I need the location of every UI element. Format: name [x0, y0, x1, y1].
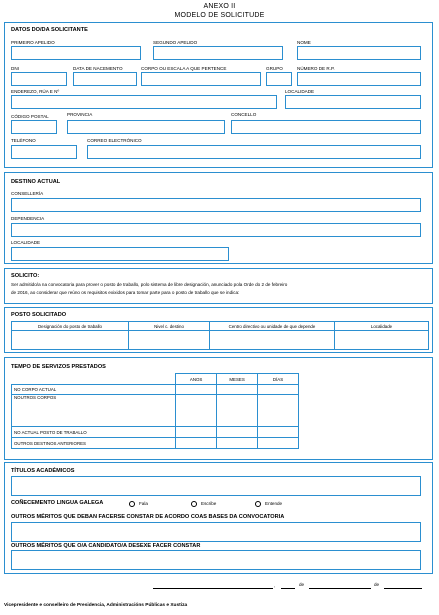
col-localidade: Localidade [335, 322, 429, 331]
escribe-label: Escribe [201, 501, 217, 506]
telefono-field[interactable] [11, 145, 77, 159]
provincia-field[interactable] [67, 120, 225, 134]
request-line-1: Ser admitido/a na convocatoria para prover o posto de traballo, polo sistema de libre designación, anunciado pola Orde do 2 de febreiro [11, 282, 288, 287]
localidade-field[interactable] [285, 95, 421, 109]
applicant-section [4, 22, 433, 168]
grupo-label: GRUPO [266, 66, 283, 71]
codigo-postal-field[interactable] [11, 120, 57, 134]
form-title: MODELO DE SOLICITUDE [174, 12, 265, 19]
dias-cell[interactable] [258, 395, 299, 427]
telefono-label: TELÉFONO [11, 138, 36, 143]
service-section [4, 357, 433, 460]
fala-radio[interactable] [129, 501, 135, 507]
conselleria-field[interactable] [11, 198, 421, 212]
meritos-bases-field[interactable] [11, 522, 421, 542]
entende-label: Entende [265, 501, 283, 506]
concello-label: CONCELLO [231, 112, 257, 117]
meses-cell[interactable] [217, 438, 258, 449]
footer-text: Vicepresidente e conselleiro de Presidencia, Administracións Públicas e Xustiza [4, 603, 188, 608]
localidade-label: LOCALIDADE [285, 89, 315, 94]
concello-field[interactable] [231, 120, 421, 134]
col-centro: Centro directivo ou unidade de que depende [210, 322, 335, 331]
primeiro-apelido-field[interactable] [11, 46, 141, 60]
entende-radio[interactable] [255, 501, 261, 507]
row-corpo-actual: NO CORPO ACTUAL [12, 385, 176, 395]
numero-rp-field[interactable] [297, 72, 421, 86]
corpo-field[interactable] [141, 72, 261, 86]
anos-cell[interactable] [176, 385, 217, 395]
titulos-field[interactable] [11, 476, 421, 496]
corpo-label: CORPO OU ESCALA A QUE PERTENCE [141, 66, 227, 71]
dni-field[interactable] [11, 72, 67, 86]
dias-cell[interactable] [258, 385, 299, 395]
conselleria-label: CONSELLERÍA [11, 191, 44, 196]
nome-field[interactable] [297, 46, 421, 60]
segundo-apelido-field[interactable] [153, 46, 283, 60]
row-actual-posto: NO ACTUAL POSTO DE TRABALLO [12, 427, 176, 438]
applicant-title: DATOS DO/DA SOLICITANTE [11, 27, 88, 33]
request-title: SOLICITO: [11, 273, 40, 279]
grupo-field[interactable] [266, 72, 292, 86]
data-nacemento-label: DATA DE NACEMENTO [73, 66, 123, 71]
place-line[interactable] [153, 588, 273, 589]
correo-label: CORREO ELECTRÓNICO [87, 138, 142, 143]
fala-label: Fala [139, 501, 148, 506]
meses-cell[interactable] [217, 427, 258, 438]
primeiro-apelido-label: PRIMEIRO APELIDO [11, 40, 55, 45]
anos-cell[interactable] [176, 395, 217, 427]
enderezo-field[interactable] [11, 95, 277, 109]
meritos-candidato-title: OUTROS MÉRITOS QUE O/A CANDIDATO/A DESEXE FACER CONSTAR [11, 543, 201, 549]
col-nivel: Nivel c. destino [129, 322, 210, 331]
numero-rp-label: NÚMERO DE R.P. [297, 66, 335, 71]
service-table [11, 373, 299, 449]
lingua-title: COÑECEMENTO LINGUA GALEGA [11, 500, 104, 506]
col-designacion: Designación do posto de traballo [12, 322, 129, 331]
month-line[interactable] [309, 588, 371, 589]
meritos-candidato-field[interactable] [11, 550, 421, 570]
merits-section [4, 462, 433, 574]
row-outros-destinos: OUTROS DESTINOS ANTERIORES [12, 438, 176, 449]
service-title: TEMPO DE SERVIZOS PRESTADOS [11, 364, 106, 370]
position-section [4, 307, 433, 353]
signature-de-1: de [299, 582, 305, 587]
meses-cell[interactable] [217, 395, 258, 427]
segundo-apelido-label: SEGUNDO APELIDO [153, 40, 198, 45]
request-line-2: de 2016, ao considerar que reúno os requisitos exixidos para tomar parte para o posto de traballo que se indica: [11, 290, 240, 295]
col-dias: DÍAS [258, 374, 299, 385]
col-anos: ANOS [176, 374, 217, 385]
meses-cell[interactable] [217, 385, 258, 395]
col-meses: MESES [217, 374, 258, 385]
destination-localidade-field[interactable] [11, 247, 229, 261]
provincia-label: PROVINCIA [67, 112, 93, 117]
row-noutros-corpos: NOUTROS CORPOS [12, 395, 176, 427]
destination-localidade-label: LOCALIDADE [11, 240, 41, 245]
day-line[interactable] [281, 588, 295, 589]
designacion-cell[interactable] [12, 331, 129, 350]
nivel-cell[interactable] [129, 331, 210, 350]
dias-cell[interactable] [258, 427, 299, 438]
enderezo-label: ENDEREZO, RÚA E Nº [11, 89, 60, 94]
meritos-bases-title: OUTROS MÉRITOS QUE DEBAN FACERSE CONSTAR DE ACORDO COAS BASES DA CONVOCATORIA [11, 514, 285, 520]
codigo-postal-label: CÓDIGO POSTAL [11, 114, 49, 119]
dependencia-label: DEPENDENCIA [11, 216, 45, 221]
centro-cell[interactable] [210, 331, 335, 350]
dias-cell[interactable] [258, 438, 299, 449]
dni-label: DNI [11, 66, 19, 71]
destination-section [4, 172, 433, 264]
position-table [11, 321, 429, 350]
position-title: POSTO SOLICITADO [11, 312, 67, 318]
titulos-title: TÍTULOS ACADÉMICOS [11, 468, 75, 474]
localidade-cell[interactable] [335, 331, 429, 350]
destination-title: DESTINO ACTUAL [11, 179, 61, 185]
annex-label: ANEXO II [203, 3, 236, 10]
request-section [4, 268, 433, 304]
nome-label: NOME [297, 40, 311, 45]
data-nacemento-field[interactable] [73, 72, 137, 86]
anos-cell[interactable] [176, 427, 217, 438]
anos-cell[interactable] [176, 438, 217, 449]
year-line[interactable] [384, 588, 422, 589]
signature-comma: , [274, 583, 276, 588]
signature-de-2: de [374, 582, 380, 587]
dependencia-field[interactable] [11, 223, 421, 237]
correo-field[interactable] [87, 145, 421, 159]
escribe-radio[interactable] [191, 501, 197, 507]
